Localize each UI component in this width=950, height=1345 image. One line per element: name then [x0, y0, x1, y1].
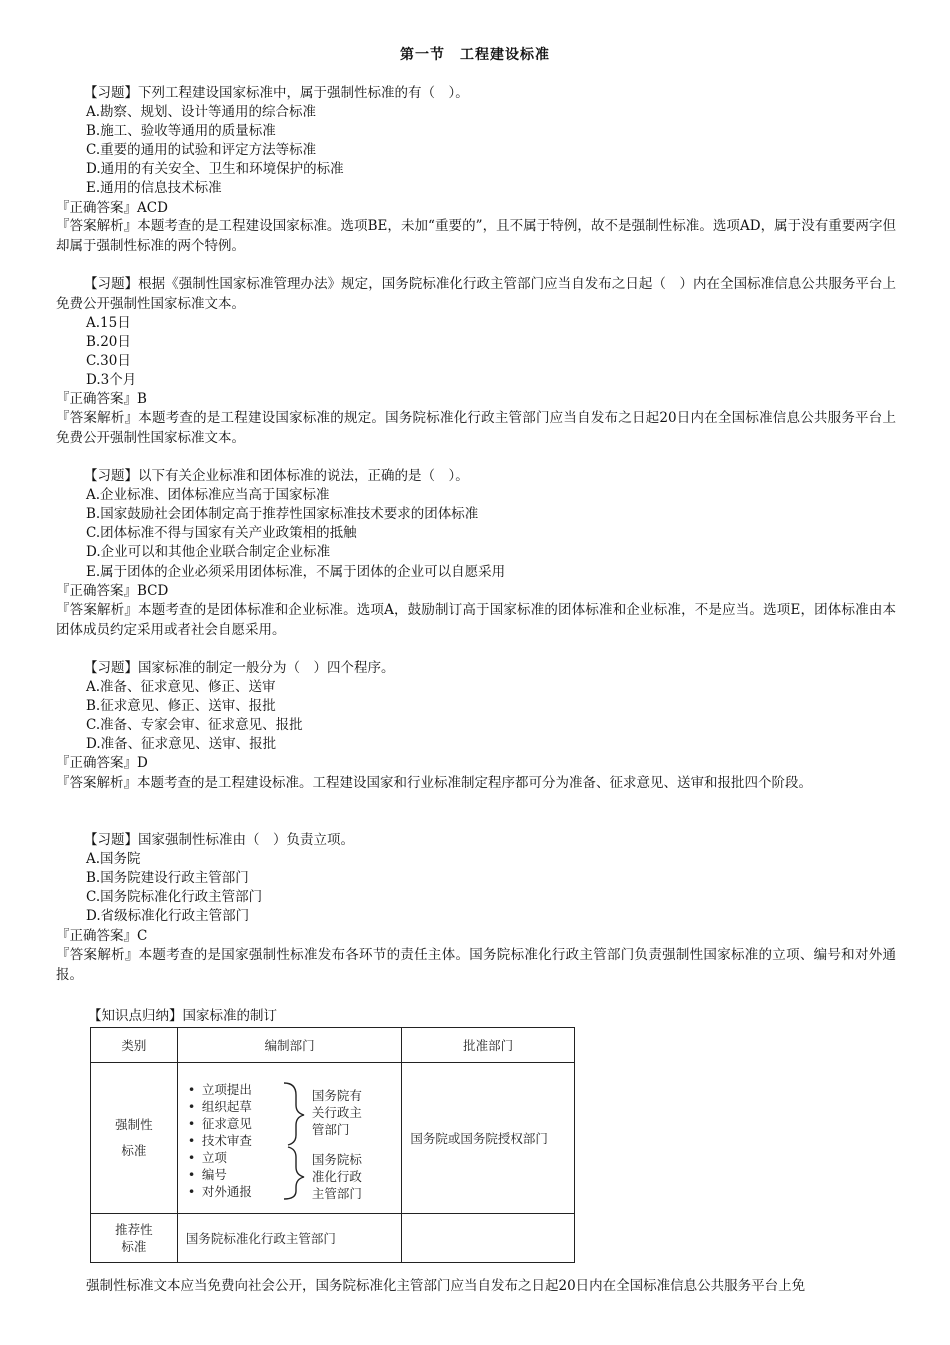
footer-text: 强制性标准文本应当免费向社会公开，国务院标准化主管部门应当自发布之日起20日内在全国标准信息公共服务平台上免	[86, 1278, 806, 1294]
q3-option-d: D.企业可以和其他企业联合制定企业标准	[86, 544, 331, 560]
q1-option-e: E.通用的信息技术标准	[86, 180, 222, 196]
header-approver: 批准部门	[402, 1028, 575, 1063]
table-header-row	[91, 1028, 575, 1063]
q3-option-a: A.企业标准、团体标准应当高于国家标准	[86, 487, 330, 503]
q4-option-a: A.准备、征求意见、修正、送审	[86, 679, 276, 695]
q3-analysis: 『答案解析』本题考查的是团体标准和企业标准。选项A，鼓励制订高于国家标准的团体标准和企业标准，不是应当。选项E，团体标准由本团体成员约定采用或者社会自愿采用。	[56, 602, 896, 638]
q4-analysis: 『答案解析』本题考查的是工程建设标准。工程建设国家和行业标准制定程序都可分为准备、征求意见、送审和报批四个阶段。	[56, 775, 812, 791]
recommended-category: 推荐性标准	[115, 1222, 153, 1254]
step-item: • 征求意见	[187, 1116, 252, 1131]
q4-option-d: D.准备、征求意见、送审、报批	[86, 736, 277, 752]
q1-option-c: C.重要的通用的试验和评定方法等标准	[86, 142, 317, 158]
recommended-approver	[402, 1214, 575, 1263]
section-title: 第一节 工程建设标准	[400, 47, 550, 63]
q3-option-b: B.国家鼓励社会团体制定高于推荐性国家标准技术要求的团体标准	[86, 506, 479, 522]
step-item: • 对外通报	[187, 1184, 252, 1199]
step-item: • 组织起草	[187, 1099, 252, 1114]
step-item: • 立项	[187, 1150, 227, 1165]
q3-stem: 【习题】以下有关企业标准和团体标准的说法，正确的是（ ）。	[84, 468, 469, 484]
dept-ministries: 国务院有关行政主管部门	[311, 1088, 362, 1137]
brace-icon	[282, 1081, 308, 1201]
q2-option-d: D.3个月	[86, 372, 137, 388]
q3-option-e: E.属于团体的企业必须采用团体标准，不属于团体的企业可以自愿采用	[86, 564, 506, 580]
step-item: • 立项提出	[187, 1082, 252, 1097]
q2-stem: 【习题】根据《强制性国家标准管理办法》规定，国务院标准化行政主管部门应当自发布之日起（ ）内在全国标准信息公共服务平台上免费公开强制性国家标准文本。	[56, 276, 896, 312]
step-item: • 编号	[187, 1167, 227, 1182]
mandatory-category: 强制性标准	[115, 1117, 153, 1158]
q1-answer: 『正确答案』ACD	[56, 200, 168, 216]
q1-option-d: D.通用的有关安全、卫生和环境保护的标准	[86, 161, 344, 177]
q3-answer: 『正确答案』BCD	[56, 583, 169, 599]
q1-option-a: A.勘察、规划、设计等通用的综合标准	[86, 104, 317, 120]
table-row-mandatory	[91, 1063, 575, 1214]
q1-analysis: 『答案解析』本题考查的是工程建设国家标准。选项BE，未加“重要的”，且不属于特例，故不是强制性标准。选项AD，属于没有重要两字但却属于强制性标准的两个特例。	[56, 218, 896, 254]
q5-answer: 『正确答案』C	[56, 928, 148, 944]
mandatory-approver: 国务院或国务院授权部门	[402, 1063, 575, 1214]
step-item: • 技术审查	[187, 1133, 252, 1148]
q4-stem: 【习题】国家标准的制定一般分为（ ）四个程序。	[84, 660, 395, 676]
header-compiler: 编制部门	[177, 1028, 401, 1063]
q4-answer: 『正确答案』D	[56, 755, 148, 771]
q5-option-d: D.省级标准化行政主管部门	[86, 908, 250, 924]
q5-option-b: B.国务院建设行政主管部门	[86, 870, 249, 886]
q3-option-c: C.团体标准不得与国家有关产业政策相的抵触	[86, 525, 357, 541]
q2-answer: 『正确答案』B	[56, 391, 147, 407]
q2-option-c: C.30日	[86, 353, 131, 369]
summary-heading: 【知识点归纳】国家标准的制订	[88, 1008, 277, 1024]
summary-table	[90, 1027, 575, 1263]
q4-option-b: B.征求意见、修正、送审、报批	[86, 698, 276, 714]
q1-option-b: B.施工、验收等通用的质量标准	[86, 123, 276, 139]
mandatory-steps	[188, 1081, 252, 1200]
recommended-compiler: 国务院标准化行政主管部门	[177, 1214, 401, 1263]
mandatory-compiler-cell	[178, 1063, 401, 1213]
q2-option-b: B.20日	[86, 334, 131, 350]
table-row-recommended	[91, 1214, 575, 1263]
q2-analysis: 『答案解析』本题考查的是工程建设国家标准的规定。国务院标准化行政主管部门应当自发布之日起20日内在全国标准信息公共服务平台上免费公开强制性国家标准文本。	[56, 410, 896, 446]
q1-stem: 【习题】下列工程建设国家标准中，属于强制性标准的有（ ）。	[84, 85, 469, 101]
q5-analysis: 『答案解析』本题考查的是国家强制性标准发布各环节的责任主体。国务院标准化行政主管部门负责强制性国家标准的立项、编号和对外通报。	[56, 947, 896, 983]
q5-stem: 【习题】国家强制性标准由（ ）负责立项。	[84, 832, 354, 848]
q2-option-a: A.15日	[86, 315, 131, 331]
header-category: 类别	[91, 1028, 178, 1063]
dept-standardization: 国务院标准化行政主管部门	[311, 1152, 362, 1201]
q5-option-c: C.国务院标准化行政主管部门	[86, 889, 263, 905]
q5-option-a: A.国务院	[86, 851, 141, 867]
q4-option-c: C.准备、专家会审、征求意见、报批	[86, 717, 303, 733]
